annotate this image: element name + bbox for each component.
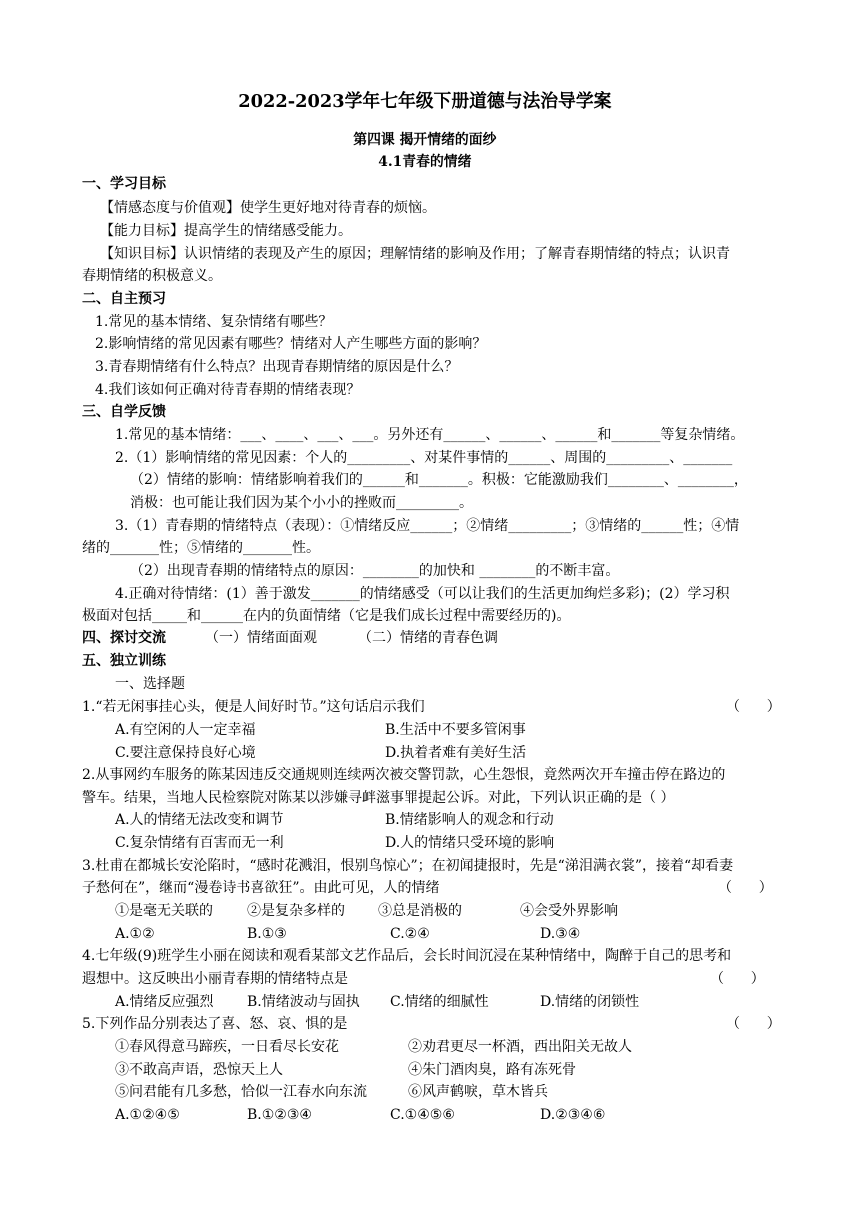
question-4-stem-cont: 遐想中。这反映出小丽青春期的情绪特点是 — [82, 971, 348, 987]
goal-knowledge-cont: 春期情绪的积极意义。 — [82, 268, 222, 284]
question-1-option-d: D.执着者难有美好生活 — [385, 745, 527, 761]
question-3-stem: 3.杜甫在都城长安沦陷时，“感时花溅泪，恨别鸟惊心”；在初闻捷报时，先是“涕泪满衣裳”，接着“却看妻 — [82, 858, 734, 874]
preview-heading: 二、自主预习 — [82, 291, 166, 307]
question-5-option-b: B.①②③④ — [247, 1107, 312, 1123]
preview-question-1: 1.常见的基本情绪、复杂情绪有哪些？ — [95, 314, 333, 330]
question-2-stem-cont: 警车。结果，当地人民检察院对陈某以涉嫌寻衅滋事罪提起公诉。对此，下列认识正确的是（ ） — [82, 790, 675, 806]
question-5-option-a: A.①②④⑤ — [115, 1107, 180, 1123]
discuss-part-1: （一）情绪面面观 — [205, 630, 317, 646]
preview-question-3: 3.青春期情绪有什么特点？出现青春期情绪的原因是什么？ — [95, 359, 459, 375]
question-2-option-c: C.复杂情绪有百害而无一利 — [115, 835, 284, 851]
question-5-option-c: C.①④⑤⑥ — [390, 1107, 455, 1123]
question-5-stem: 5.下列作品分别表达了喜、怒、哀、惧的是 — [82, 1016, 348, 1032]
question-5-statement-3: ③不敢高声语，恐惊天上人 — [115, 1062, 283, 1078]
goal-attitude: 【情感态度与价值观】使学生更好地对待青春的烦恼。 — [100, 200, 436, 216]
question-4-option-c: C.情绪的细腻性 — [390, 994, 489, 1010]
answer-bracket: （ ） — [718, 880, 773, 896]
question-2-option-b: B.情绪影响人的观念和行动 — [385, 812, 554, 828]
question-1-option-c: C.要注意保持良好心境 — [115, 745, 256, 761]
question-4-option-d: D.情绪的闭锁性 — [540, 994, 640, 1010]
question-3-stem-cont: 子愁何在”，继而“漫卷诗书喜欲狂”。由此可见，人的情绪 — [82, 880, 440, 896]
feedback-line-1: 1.常见的基本情绪：___、____、___、___。另外还有______、______、______和_______等复杂情绪。 — [115, 427, 745, 443]
question-4-option-b: B.情绪波动与固执 — [247, 994, 360, 1010]
question-1-option-b: B.生活中不要多管闲事 — [385, 722, 526, 738]
feedback-line-7: （2）出现青春期的情绪特点的原因：________的加快和 ________的不断丰富。 — [130, 563, 620, 579]
question-5-statement-1: ①春风得意马蹄疾，一日看尽长安花 — [115, 1039, 339, 1055]
question-3-option-a: A.①② — [115, 926, 155, 942]
question-5-statement-6: ⑥风声鹤唳，草木皆兵 — [408, 1084, 548, 1100]
question-5-statement-2: ②劝君更尽一杯酒，西出阳关无故人 — [408, 1039, 632, 1055]
feedback-line-5: 3.（1）青春期的情绪特点（表现）：①情绪反应______；②情绪_________；③情绪的______性；④情 — [115, 518, 740, 534]
preview-question-2: 2.影响情绪的常见因素有哪些？情绪对人产生哪些方面的影响？ — [95, 336, 487, 352]
question-5-statement-4: ④朱门酒肉臭，路有冻死骨 — [408, 1062, 576, 1078]
question-1-option-a: A.有空闲的人一定幸福 — [115, 722, 256, 738]
question-3-statement-4: ④会受外界影响 — [520, 903, 618, 919]
feedback-line-4: 消极：也可能让我们因为某个小小的挫败而_________。 — [130, 495, 473, 511]
feedback-heading: 三、自学反馈 — [82, 404, 166, 420]
question-4-option-a: A.情绪反应强烈 — [115, 994, 214, 1010]
feedback-line-3: （2）情绪的影响：情绪影响着我们的______和_______。积极：它能激励我们________、________， — [130, 472, 748, 488]
training-heading: 五、独立训练 — [82, 653, 166, 669]
question-2-stem: 2.从事网约车服务的陈某因违反交通规则连续两次被交警罚款，心生怨恨，竟然两次开车撞击停在路边的 — [82, 767, 726, 783]
feedback-line-8: 4.正确对待情绪：(1）善于激发_______的情绪感受（可以让我们的生活更加绚烂多彩)；(2）学习积 — [115, 586, 730, 602]
question-3-option-b: B.①③ — [247, 926, 287, 942]
question-5-option-d: D.②③④⑥ — [540, 1107, 606, 1123]
question-2-option-a: A.人的情绪无法改变和调节 — [115, 812, 284, 828]
feedback-line-6: 绪的_______性；⑤情绪的_______性。 — [82, 540, 320, 556]
discuss-part-2: （二）情绪的青春色调 — [358, 630, 498, 646]
section-title: 4.1青春的情绪 — [378, 154, 472, 170]
answer-bracket: （ ） — [726, 1016, 781, 1032]
preview-question-4: 4.我们该如何正确对待青春期的情绪表现？ — [95, 382, 361, 398]
document-title: 2022-2023学年七年级下册道德与法治导学案 — [238, 91, 612, 112]
feedback-line-2: 2.（1）影响情绪的常见因素：个人的_________、对某件事情的______、周围的_________、_______ — [115, 450, 733, 466]
choice-section-title: 一、选择题 — [115, 676, 185, 692]
goals-heading: 一、学习目标 — [82, 176, 166, 192]
question-3-statement-2: ②是复杂多样的 — [247, 903, 345, 919]
goal-ability: 【能力目标】提高学生的情绪感受能力。 — [100, 223, 352, 239]
question-1-stem: 1.“若无闲事挂心头，便是人间好时节。”这句话启示我们 — [82, 699, 425, 715]
question-3-statement-3: ③总是消极的 — [378, 903, 462, 919]
answer-bracket: （ ） — [726, 699, 781, 715]
question-3-statement-1: ①是毫无关联的 — [115, 903, 213, 919]
question-5-statement-5: ⑤问君能有几多愁，恰似一江春水向东流 — [115, 1084, 367, 1100]
question-4-stem: 4.七年级(9)班学生小丽在阅读和观看某部文艺作品后，会长时间沉浸在某种情绪中，陶醉于自己的思考和 — [82, 948, 732, 964]
question-3-option-d: D.③④ — [540, 926, 581, 942]
goal-knowledge: 【知识目标】认识情绪的表现及产生的原因；理解情绪的影响及作用；了解青春期情绪的特点；认识青 — [100, 246, 730, 262]
lesson-title: 第四课 揭开情绪的面纱 — [353, 132, 497, 148]
question-2-option-d: D.人的情绪只受环境的影响 — [385, 835, 555, 851]
question-3-option-c: C.②④ — [390, 926, 430, 942]
feedback-line-9: 极面对包括_____和______在内的负面情绪（它是我们成长过程中需要经历的)。 — [82, 608, 571, 624]
answer-bracket: （ ） — [710, 971, 765, 987]
discuss-heading: 四、探讨交流 — [82, 630, 166, 646]
